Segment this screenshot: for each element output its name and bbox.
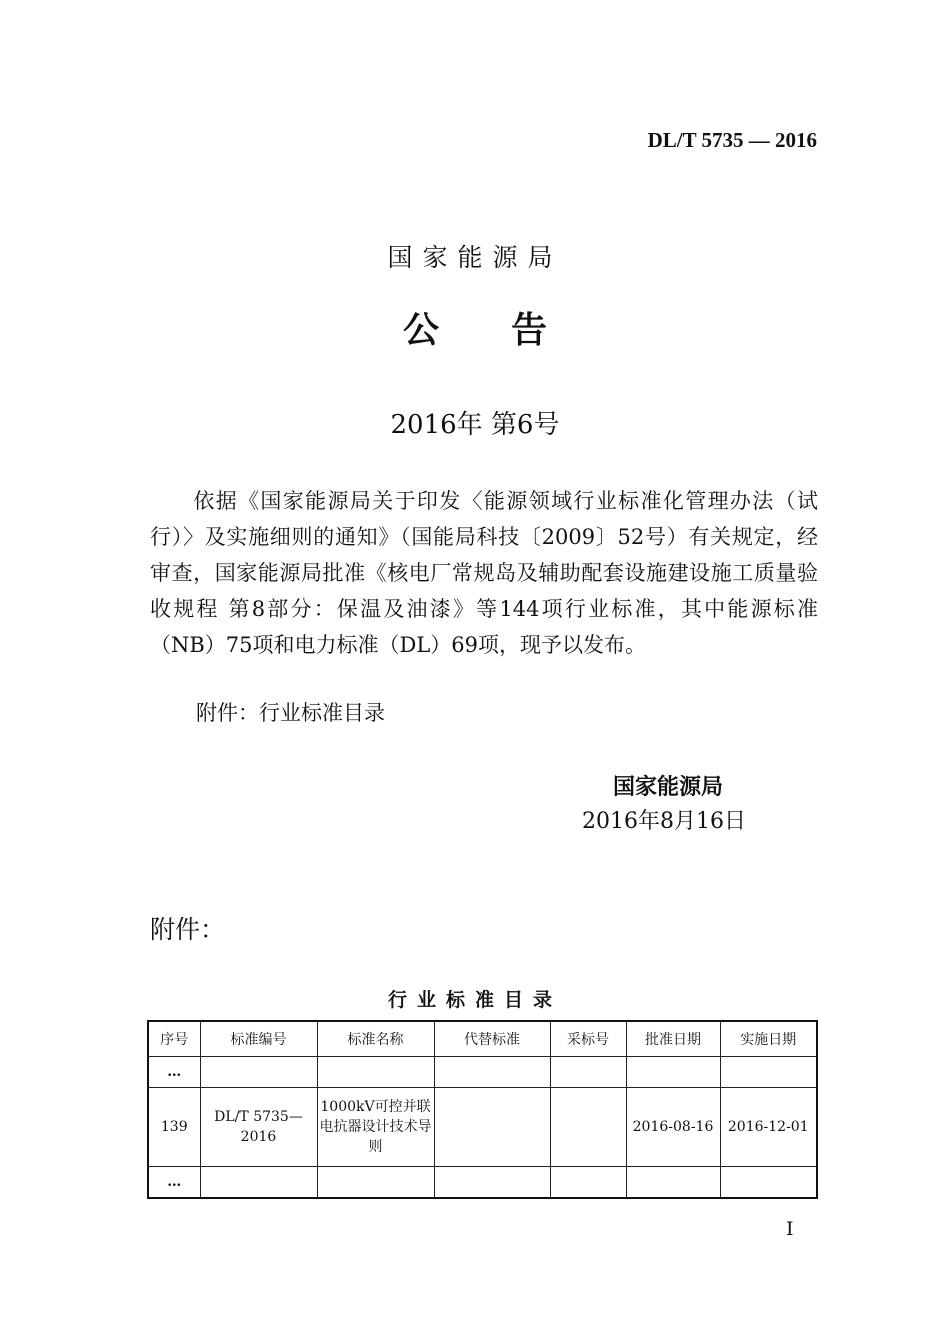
notice-number: 2016年 第6号 bbox=[390, 410, 560, 440]
page-number: I bbox=[786, 1218, 794, 1240]
cell-name: 1000kV可控并联电抗器设计技术导则 bbox=[317, 1088, 434, 1167]
cell-approval-date: 2016-08-16 bbox=[626, 1088, 720, 1167]
standards-table bbox=[147, 1020, 818, 1199]
col-header: 标准编号 bbox=[200, 1021, 317, 1057]
col-header: 采标号 bbox=[550, 1021, 626, 1057]
standard-code: DL/T 5735 — 2016 bbox=[647, 128, 817, 152]
col-header: 实施日期 bbox=[720, 1021, 817, 1057]
cell-code: DL/T 5735—2016 bbox=[200, 1088, 317, 1167]
cell-adopted-no bbox=[550, 1088, 626, 1167]
col-header: 序号 bbox=[148, 1021, 200, 1057]
table-row-ellipsis bbox=[148, 1057, 817, 1088]
attachment-line: 附件：行业标准目录 bbox=[196, 701, 385, 725]
col-header: 标准名称 bbox=[317, 1021, 434, 1057]
table-row bbox=[148, 1088, 817, 1167]
ellipsis-cell: … bbox=[148, 1167, 200, 1199]
table-title: 行业标准目录 bbox=[387, 989, 562, 1011]
cell-replaces bbox=[434, 1088, 550, 1167]
signature-date: 2016年8月16日 bbox=[582, 809, 746, 834]
col-header: 批准日期 bbox=[626, 1021, 720, 1057]
col-header: 代替标准 bbox=[434, 1021, 550, 1057]
notice-body bbox=[150, 483, 818, 663]
signature-org: 国家能源局 bbox=[613, 775, 724, 800]
ellipsis-cell: … bbox=[148, 1057, 200, 1088]
cell-seq: 139 bbox=[148, 1088, 200, 1167]
table-header-row bbox=[148, 1021, 817, 1057]
notice-body-text: 依据《国家能源局关于印发〈能源领域行业标准化管理办法（试行）〉及实施细则的通知》（国能局科技〔2009〕52号）有关规定，经审查，国家能源局批准《核电厂常规岛及辅助配套设施建设施工质量验收规程 第8部分：保温及油漆》等144项行业标准，其中能源标准（NB）75项和电力标准（DL）69项，现予以发布。 bbox=[150, 489, 818, 657]
notice-title: 公告 bbox=[402, 310, 619, 351]
table-row-ellipsis bbox=[148, 1167, 817, 1199]
issuer-name: 国家能源局 bbox=[387, 243, 563, 272]
cell-effective-date: 2016-12-01 bbox=[720, 1088, 817, 1167]
attachment-label: 附件： bbox=[150, 915, 226, 944]
